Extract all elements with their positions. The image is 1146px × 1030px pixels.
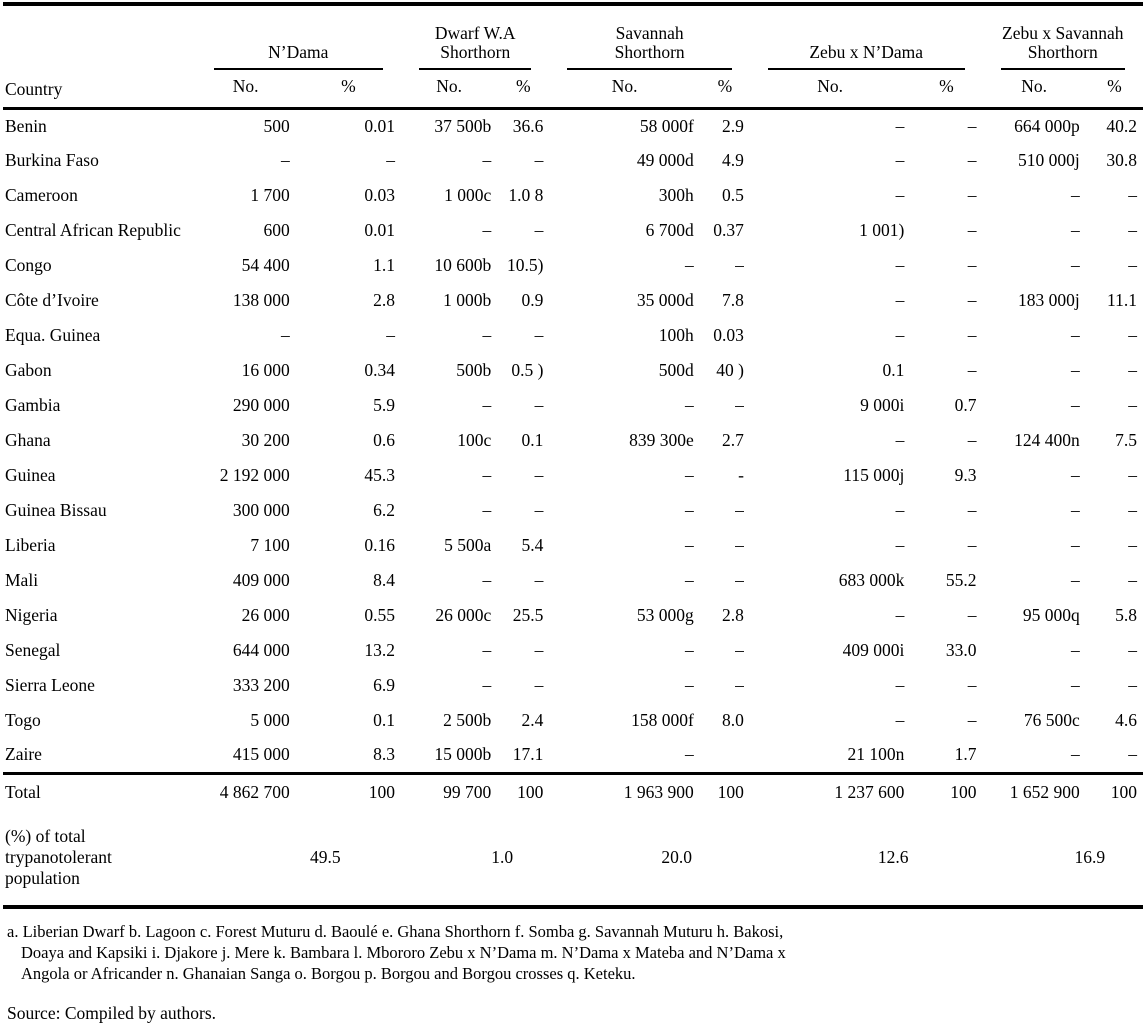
value-cell: – (534, 220, 544, 241)
country-column-header: Country (5, 79, 63, 100)
group-header-row (3, 4, 1143, 70)
value-cell: – (895, 290, 905, 311)
value-cell: 0.6 (373, 430, 396, 451)
country-cell: Central African Republic (5, 220, 181, 241)
value-cell: 0.1 (882, 360, 905, 381)
value-cell: – (967, 500, 977, 521)
value-cell: 7 100 (250, 535, 290, 556)
table-summary (3, 774, 1143, 907)
value-cell: 2 192 000 (219, 465, 290, 486)
country-cell: Zaire (5, 744, 42, 765)
group-label: Zebu x N’Dama (809, 42, 924, 63)
value-cell: – (1128, 675, 1137, 696)
value-cell: 0.01 (364, 220, 396, 241)
value-cell: 8.0 (722, 710, 744, 731)
value-cell: 183 000j (1018, 290, 1080, 311)
percent-of-total-row (3, 811, 1143, 907)
group-label: Dwarf W.A Shorthorn (434, 22, 516, 63)
value-cell: – (281, 325, 290, 346)
value-cell: – (895, 500, 905, 521)
value-cell: – (1128, 220, 1137, 241)
subheader-no: No. (611, 76, 638, 97)
value-cell: 510 000j (1018, 150, 1080, 171)
value-cell: 0.9 (521, 290, 544, 311)
percent-of-total-value: 12.6 (877, 846, 909, 867)
footnote-line: a. Liberian Dwarf b. Lagoon c. Forest Muturu d. Baoulé e. Ghana Shorthorn f. Somba g. Savannah Muturu h. Bakosi, (7, 921, 784, 941)
value-cell: 7.8 (722, 290, 744, 311)
value-cell: 8.4 (373, 570, 396, 591)
value-cell: 6.9 (373, 675, 396, 696)
source-note: Source: Compiled by authors. (7, 1002, 217, 1023)
value-cell: 8.3 (373, 744, 396, 765)
table-row (3, 494, 1143, 529)
value-cell: – (482, 640, 492, 661)
value-cell: 333 200 (232, 675, 290, 696)
footnote-line: Doaya and Kapsiki i. Djakore j. Mere k. Bambara l. Mbororo Zebu x N’Dama m. N’Dama x Mateba and N’Dama x (21, 942, 786, 962)
subheader-no: No. (1021, 76, 1048, 97)
value-cell: 17.1 (512, 744, 544, 765)
value-cell: – (482, 150, 492, 171)
total-label: Total (5, 781, 41, 802)
value-cell: 0.1 (521, 430, 544, 451)
value-cell: 600 (263, 220, 290, 241)
value-cell: 49 000d (636, 150, 694, 171)
table-row (3, 704, 1143, 739)
value-cell: – (685, 255, 694, 276)
value-cell: – (967, 185, 977, 206)
value-cell: 1.7 (954, 744, 977, 765)
value-cell: – (895, 710, 905, 731)
table-row (3, 389, 1143, 424)
table-row (3, 739, 1143, 774)
country-cell: Togo (5, 710, 41, 731)
table-row (3, 249, 1143, 284)
value-cell: 415 000 (232, 744, 290, 765)
value-cell: 290 000 (232, 395, 290, 416)
value-cell: – (967, 710, 977, 731)
total-value: 100 (1110, 781, 1137, 802)
country-cell: Cameroon (5, 185, 78, 206)
value-cell: – (1071, 360, 1080, 381)
table-row (3, 179, 1143, 214)
country-cell: Gabon (5, 360, 52, 381)
value-cell: – (685, 675, 694, 696)
subheader-no: No. (436, 76, 463, 97)
group-header-zebu-x-ndama (750, 4, 983, 70)
value-cell: 15 000b (434, 744, 492, 765)
value-cell: – (895, 325, 905, 346)
value-cell: 2.8 (722, 605, 744, 626)
value-cell: 2 500b (443, 710, 492, 731)
country-cell: Senegal (5, 640, 61, 661)
percent-of-total-value: 16.9 (1074, 846, 1106, 867)
value-cell: 26 000c (435, 605, 492, 626)
group-header-dwarf-wa-shorthorn (401, 4, 549, 70)
value-cell: – (1128, 465, 1137, 486)
group-label: Savannah Shorthorn (614, 22, 685, 63)
value-cell: 409 000 (232, 570, 290, 591)
population-table (3, 2, 1143, 909)
value-cell: – (534, 675, 544, 696)
value-cell: – (1128, 570, 1137, 591)
country-cell: Guinea Bissau (5, 500, 107, 521)
value-cell: 0.55 (364, 605, 396, 626)
value-cell: – (1128, 395, 1137, 416)
value-cell: – (1071, 185, 1080, 206)
value-cell: – (1071, 255, 1080, 276)
group-label: N’Dama (268, 42, 329, 63)
value-cell: 300h (658, 185, 694, 206)
value-cell: – (1128, 325, 1137, 346)
country-cell: Liberia (5, 535, 56, 556)
value-cell: – (685, 465, 694, 486)
value-cell: 0.03 (713, 325, 744, 346)
subheader-no: No. (232, 76, 259, 97)
value-cell: 4.6 (1115, 710, 1137, 731)
value-cell: – (895, 115, 905, 136)
value-cell: 95 000q (1022, 605, 1080, 626)
value-cell: 2.8 (373, 290, 396, 311)
value-cell: – (967, 675, 977, 696)
total-value: 1 963 900 (623, 781, 694, 802)
value-cell: 55.2 (945, 570, 977, 591)
value-cell: – (534, 500, 544, 521)
value-cell: – (1071, 744, 1080, 765)
value-cell: – (534, 395, 544, 416)
table-body (3, 109, 1143, 774)
value-cell: – (1128, 744, 1137, 765)
country-cell: Sierra Leone (5, 675, 95, 696)
total-value: 100 (950, 781, 977, 802)
value-cell: 0.7 (954, 395, 977, 416)
value-cell: – (1071, 395, 1080, 416)
value-cell: 158 000f (631, 710, 694, 731)
country-cell: Gambia (5, 395, 61, 416)
value-cell: 1 000b (443, 290, 492, 311)
total-value: 1 237 600 (834, 781, 905, 802)
value-cell: 6 700d (645, 220, 694, 241)
total-value: 100 (717, 781, 744, 802)
value-cell: – (967, 255, 977, 276)
value-cell: – (967, 360, 977, 381)
group-label: Zebu x Savannah Shorthorn (1002, 22, 1124, 63)
value-cell: – (967, 535, 977, 556)
percent-of-total-value: 20.0 (661, 846, 692, 867)
value-cell: – (482, 325, 492, 346)
value-cell: – (685, 535, 694, 556)
value-cell: – (534, 465, 544, 486)
value-cell: – (967, 290, 977, 311)
country-cell: Ghana (5, 430, 51, 451)
value-cell: – (1071, 220, 1080, 241)
value-cell: 839 300e (629, 430, 694, 451)
value-cell: – (1071, 570, 1080, 591)
value-cell: – (685, 500, 694, 521)
value-cell: 10 600b (434, 255, 492, 276)
value-cell: 1.0 8 (508, 185, 544, 206)
value-cell: 30 200 (241, 430, 290, 451)
group-header-savannah-shorthorn (549, 4, 750, 70)
value-cell: 54 400 (241, 255, 290, 276)
value-cell: 53 000g (636, 605, 694, 626)
country-cell: Nigeria (5, 605, 58, 626)
value-cell: – (735, 395, 744, 416)
value-cell: 9.3 (954, 465, 977, 486)
value-cell: 1 000c (444, 185, 492, 206)
value-cell: – (967, 150, 977, 171)
value-cell: 683 000k (838, 570, 905, 591)
value-cell: 36.6 (512, 115, 544, 136)
table-row (3, 354, 1143, 389)
value-cell: – (735, 535, 744, 556)
value-cell: 115 000j (843, 465, 905, 486)
value-cell: – (482, 465, 492, 486)
total-value: 4 862 700 (219, 781, 290, 802)
percent-of-total-value: 49.5 (309, 846, 341, 867)
value-cell: – (482, 395, 492, 416)
subheader-pct: % (516, 76, 531, 97)
total-value: 100 (368, 781, 396, 802)
total-value: 100 (517, 781, 544, 802)
table-row (3, 214, 1143, 249)
value-cell: 644 000 (232, 640, 290, 661)
value-cell: – (685, 744, 694, 765)
group-header-zebu-x-savannah-shorthorn (983, 4, 1143, 70)
value-cell: 2.7 (722, 430, 744, 451)
value-cell: 21 100n (847, 744, 905, 765)
value-cell: 26 000 (241, 605, 290, 626)
value-cell: 0.1 (373, 710, 396, 731)
value-cell: 9 000i (860, 395, 905, 416)
value-cell: – (1071, 675, 1080, 696)
subheader-pct: % (717, 76, 733, 97)
footnotes (7, 921, 1142, 985)
value-cell: 5.4 (521, 535, 544, 556)
value-cell: - (738, 465, 744, 486)
value-cell: 300 000 (232, 500, 290, 521)
table-row (3, 459, 1143, 494)
value-cell: 1.1 (373, 255, 396, 276)
value-cell: 25.5 (512, 605, 544, 626)
value-cell: – (1071, 535, 1080, 556)
value-cell: 45.3 (364, 465, 396, 486)
footnote-line: Angola or Africander n. Ghanaian Sanga o. Borgou p. Borgou and Borgou crosses q. Keteku. (21, 964, 636, 984)
table-row (3, 599, 1143, 634)
value-cell: 0.01 (364, 115, 396, 136)
subheader-no: No. (817, 76, 843, 97)
value-cell: – (685, 640, 694, 661)
value-cell: – (1128, 360, 1137, 381)
value-cell: – (895, 430, 905, 451)
value-cell: – (735, 500, 744, 521)
country-cell: Mali (5, 570, 39, 591)
value-cell: 100h (658, 325, 694, 346)
subheader-pct: % (939, 76, 954, 97)
value-cell: – (386, 325, 396, 346)
value-cell: 6.2 (373, 500, 396, 521)
value-cell: 10.5) (506, 255, 544, 276)
percent-of-total-label: (%) of total trypanotolerant population (5, 826, 112, 888)
value-cell: 0.03 (364, 185, 396, 206)
value-cell: 500b (456, 360, 492, 381)
value-cell: – (685, 570, 694, 591)
value-cell: – (534, 325, 544, 346)
value-cell: – (386, 150, 396, 171)
value-cell: 138 000 (232, 290, 290, 311)
value-cell: 500 (263, 115, 290, 136)
value-cell: 16 000 (241, 360, 290, 381)
value-cell: – (895, 675, 905, 696)
value-cell: – (967, 325, 977, 346)
table-row (3, 109, 1143, 144)
value-cell: 0.16 (364, 535, 396, 556)
table-row (3, 529, 1143, 564)
value-cell: – (895, 535, 905, 556)
value-cell: – (1128, 535, 1137, 556)
value-cell: 4.9 (722, 150, 744, 171)
table-row (3, 144, 1143, 179)
value-cell: – (482, 500, 492, 521)
value-cell: – (534, 570, 544, 591)
value-cell: – (1128, 255, 1137, 276)
total-value: 99 700 (443, 781, 492, 802)
value-cell: – (967, 115, 977, 136)
value-cell: 35 000d (636, 290, 694, 311)
value-cell: 409 000i (842, 640, 905, 661)
value-cell (700, 739, 750, 774)
country-cell: Equa. Guinea (5, 325, 101, 346)
value-cell: 37 500b (434, 115, 492, 136)
value-cell: – (534, 150, 544, 171)
value-cell: – (895, 150, 905, 171)
country-cell: Congo (5, 255, 52, 276)
value-cell: – (735, 675, 744, 696)
value-cell: 5.9 (373, 395, 396, 416)
group-header-ndama (196, 4, 402, 70)
value-cell: – (482, 220, 492, 241)
value-cell: 5 500a (444, 535, 492, 556)
value-cell: 0.37 (713, 220, 744, 241)
table-row (3, 319, 1143, 354)
value-cell: – (534, 640, 544, 661)
table-row (3, 284, 1143, 319)
value-cell: – (735, 570, 744, 591)
value-cell: 40.2 (1106, 115, 1137, 136)
value-cell: – (482, 675, 492, 696)
value-cell: – (895, 255, 905, 276)
total-row (3, 774, 1143, 811)
table-header (3, 4, 1143, 109)
value-cell: – (1071, 465, 1080, 486)
value-cell: 33.0 (945, 640, 977, 661)
percent-of-total-value: 1.0 (491, 846, 514, 867)
value-cell: 500d (658, 360, 694, 381)
value-cell: – (967, 220, 977, 241)
value-cell: – (967, 430, 977, 451)
country-cell: Benin (5, 115, 47, 136)
value-cell: 76 500c (1023, 710, 1080, 731)
value-cell: – (1128, 185, 1137, 206)
subheader-pct: % (341, 76, 356, 97)
value-cell: 1 001) (859, 220, 905, 241)
country-cell: Côte d’Ivoire (5, 290, 99, 311)
table-row (3, 634, 1143, 669)
value-cell: 1 700 (250, 185, 290, 206)
value-cell: 0.34 (364, 360, 396, 381)
value-cell: 2.9 (722, 115, 744, 136)
value-cell: – (1128, 640, 1137, 661)
total-value: 1 652 900 (1009, 781, 1080, 802)
value-cell: 124 400n (1014, 430, 1080, 451)
value-cell: 0.5 (722, 185, 744, 206)
subheader-pct: % (1107, 76, 1122, 97)
value-cell: – (281, 150, 290, 171)
value-cell: 13.2 (364, 640, 396, 661)
value-cell: 40 ) (716, 360, 744, 381)
value-cell: – (967, 605, 977, 626)
value-cell: 11.1 (1107, 290, 1137, 311)
value-cell: – (735, 640, 744, 661)
value-cell: 100c (457, 430, 492, 451)
value-cell: 2.4 (521, 710, 544, 731)
value-cell: 5 000 (250, 710, 290, 731)
value-cell: – (1071, 325, 1080, 346)
country-cell: Guinea (5, 465, 56, 486)
value-cell: 0.5 ) (511, 360, 544, 381)
value-cell: – (1071, 640, 1080, 661)
value-cell: – (735, 255, 744, 276)
table-row (3, 564, 1143, 599)
value-cell: 5.8 (1115, 605, 1137, 626)
table-row (3, 669, 1143, 704)
table-row (3, 424, 1143, 459)
country-cell: Burkina Faso (5, 150, 99, 171)
value-cell: – (1071, 500, 1080, 521)
value-cell: – (482, 570, 492, 591)
value-cell: 58 000f (639, 115, 694, 136)
value-cell: – (1128, 500, 1137, 521)
value-cell: – (685, 395, 694, 416)
value-cell: 664 000p (1014, 115, 1080, 136)
value-cell: – (895, 605, 905, 626)
value-cell: 7.5 (1115, 430, 1137, 451)
value-cell: – (895, 185, 905, 206)
value-cell: 30.8 (1106, 150, 1137, 171)
